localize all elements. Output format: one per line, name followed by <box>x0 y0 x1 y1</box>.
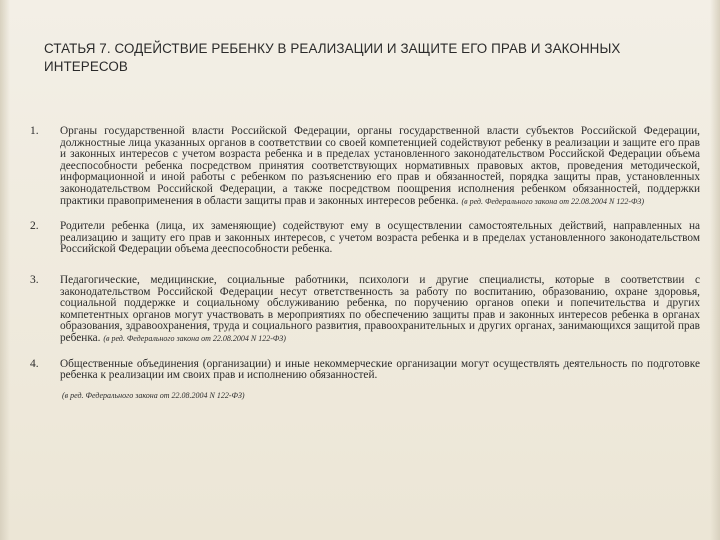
page-title: СТАТЬЯ 7. СОДЕЙСТВИЕ РЕБЕНКУ В РЕАЛИЗАЦИИ И ЗАЩИТЕ ЕГО ПРАВ И ЗАКОННЫХ ИНТЕРЕСОВ <box>44 41 621 74</box>
item-body: Органы государственной власти Российской Федерации, органы государственной власти субъектов Российской Федерации, должностные лица указанных органов в соответствии со своей компетенцией содействуют ребенку в реализации и защите его прав и законных интересов с учетом возраста ребенка и в пределах установленного законодательством Российской Федерации объема дееспособности ребенка посредством принятия соответствующих нормативных правовых актов, проведения методической, информационной и иной работы с ребенком по разъяснению его прав и обязанностей, порядка защиты прав, установленных законодательством Российской Федерации, а также посредством поощрения исполнения ребенком обязанностей, поддержки практики правоприменения в области защиты прав и законных интересов ребенка. <box>60 125 700 207</box>
amendment-note: (в ред. Федерального закона от 22.08.2004 N 122-ФЗ) <box>62 390 245 400</box>
amendment-note: (в ред. Федерального закона от 22.08.2004 N 122-ФЗ) <box>103 333 286 343</box>
item-body: Педагогические, медицинские, социальные работники, психологи и другие специалисты, которые в соответствии с законодательством Российской Федерации несут ответственность за работу по воспитанию, образованию, охране здоровья, социальной поддержке и социальному обслуживанию ребенка, по поручению органов опеки и попечительства и других компетентных органов могут участвовать в мероприятиях по обеспечению защиты прав и законных интересов ребенка в органах образования, здравоохранения, труда и социального развития, правоохранительных и других органах, занимающихся защитой прав ребенка. <box>60 273 700 344</box>
item-number: 3. <box>30 273 39 286</box>
left-edge-shadow <box>0 0 10 540</box>
article-items <box>30 126 700 401</box>
list-item-1 <box>30 126 700 207</box>
item-text <box>60 359 700 382</box>
item-text <box>60 275 700 345</box>
item-text <box>60 126 700 207</box>
item-number: 1. <box>30 125 39 137</box>
item-body: Родители ребенка (лица, их заменяющие) содействуют ему в осуществлении самостоятельных действий, направленных на реализацию и защиту его прав и законных интересов, с учетом возраста ребенка и в пределах установленного законодательством Российской Федерации объема дееспособности ребенка. <box>60 220 700 256</box>
right-edge-shadow <box>710 0 720 540</box>
item-number: 2. <box>30 220 39 233</box>
list-item-3 <box>30 275 700 345</box>
amendment-note: (в ред. Федерального закона от 22.08.2004 N 122-ФЗ) <box>461 196 645 206</box>
item-body: Общественные объединения (организации) и иные некоммерческие организации могут осуществлять деятельность по подготовке ребенка к реализации им своих прав и исполнению обязанностей. <box>60 357 700 382</box>
item-text <box>60 221 700 256</box>
list-item-2 <box>30 221 700 256</box>
item-number: 4. <box>30 357 39 370</box>
list-item-4 <box>30 359 700 401</box>
